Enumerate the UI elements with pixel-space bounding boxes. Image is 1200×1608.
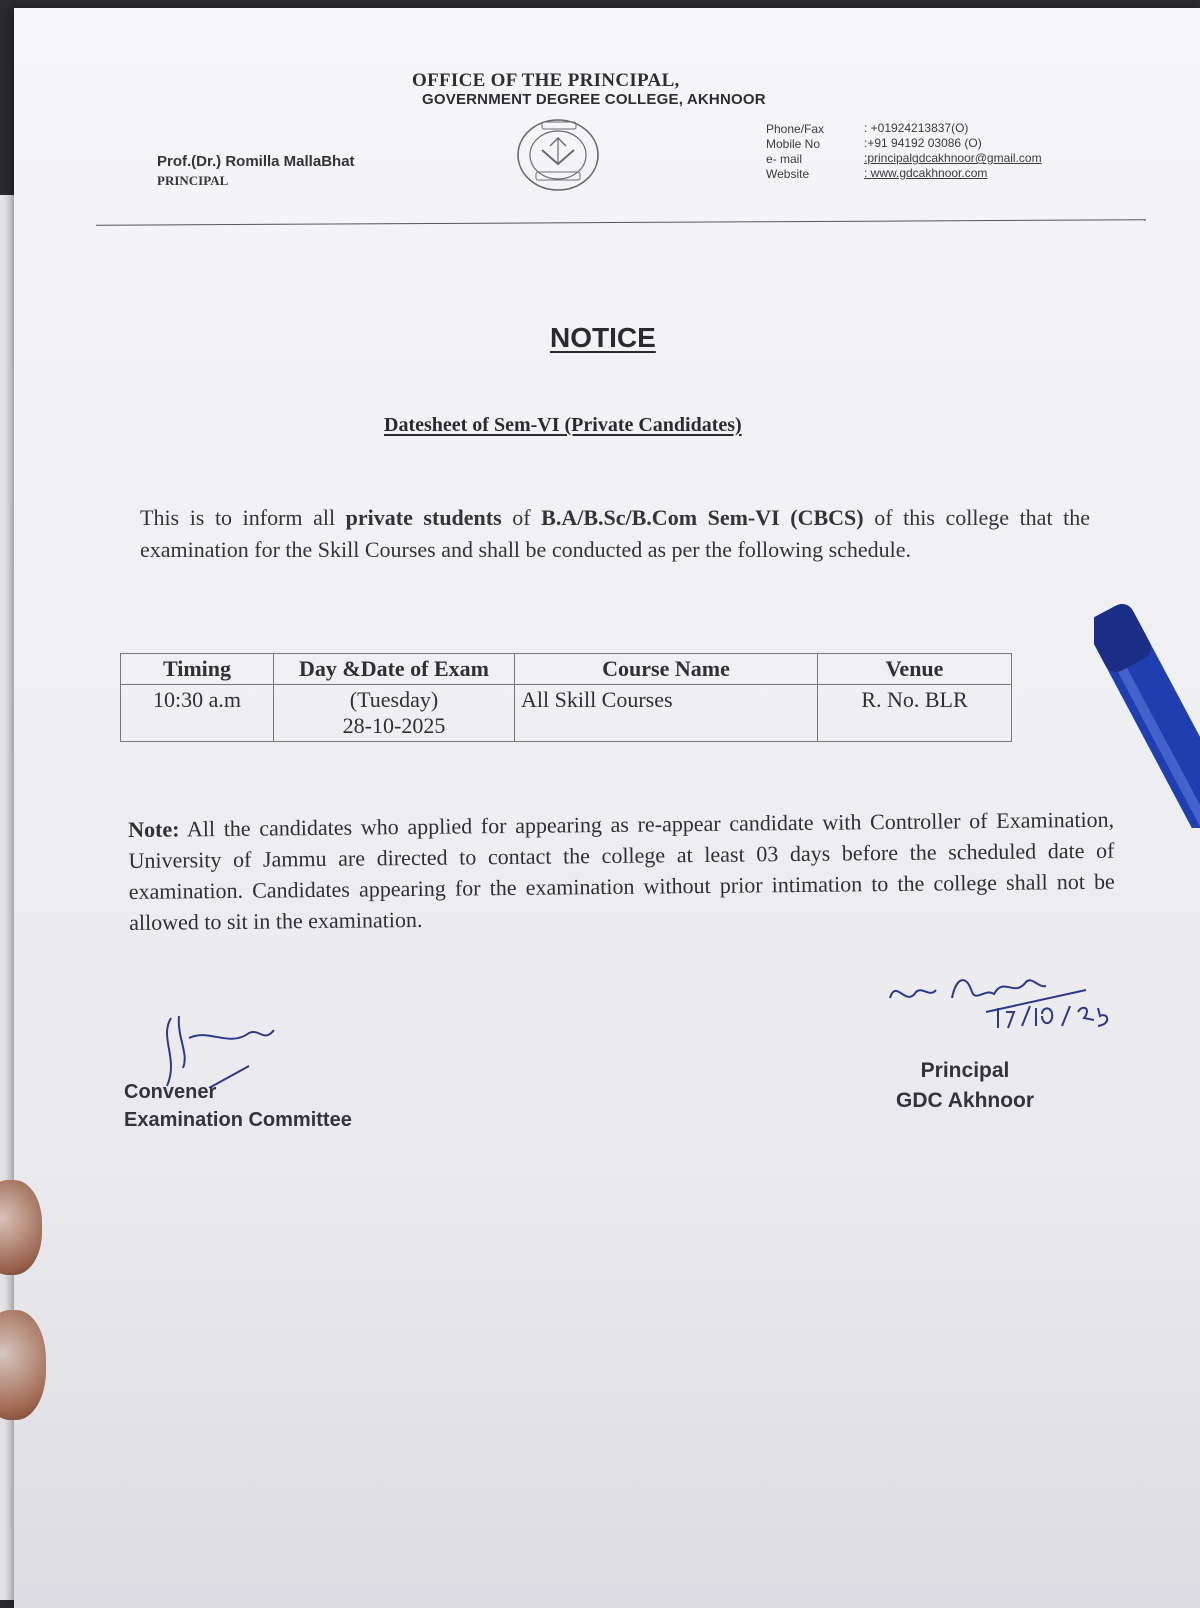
header-timing: Timing	[121, 654, 274, 685]
mobile-label: Mobile No	[766, 137, 821, 151]
principal-role: PRINCIPAL	[157, 173, 229, 188]
note-label: Note:	[128, 816, 180, 842]
office-title: OFFICE OF THE PRINCIPAL,	[412, 70, 680, 91]
notice-title: NOTICE	[550, 322, 656, 353]
website-label: Website	[766, 167, 810, 181]
convener-committee: Examination Committee	[124, 1109, 352, 1131]
cell-day-date	[274, 685, 515, 742]
convener-title: Convener	[124, 1081, 217, 1103]
phone-label: Phone/Fax	[766, 122, 825, 136]
cell-day: (Tuesday)	[349, 687, 439, 712]
header-course: Course Name	[515, 654, 818, 685]
college-seal-logo	[512, 116, 604, 194]
phone-value: : +01924213837(O)	[864, 121, 969, 135]
intro-bold-1: private students	[345, 505, 502, 530]
blue-pen	[1094, 598, 1200, 828]
note-text: All the candidates who applied for appearing as re-appear candidate with Controller of Examination, University of Jammu are directed to contact the college at least 03 days before the scheduled date of examination. Candidates appearing for the examination without prior intimation to the college shall not be allowed to sit in the examination.	[128, 806, 1115, 935]
convener-signature	[149, 1008, 319, 1088]
table-header-row	[121, 654, 1012, 685]
contact-values	[864, 121, 1042, 181]
intro-text-2: of	[501, 505, 542, 530]
header-day-date: Day &Date of Exam	[274, 654, 515, 685]
intro-bold-2: B.A/B.Sc/B.Com Sem-VI (CBCS)	[541, 505, 864, 530]
email-link[interactable]: :principalgdcakhnoor@gmail.com	[864, 151, 1042, 165]
contact-labels	[766, 122, 824, 182]
cell-date: 28-10-2025	[342, 713, 446, 738]
notice-document	[14, 8, 1200, 1608]
intro-text-3: of this college that the examination for the Skill Courses and shall be conducted as per the following schedule.	[140, 505, 1091, 562]
cell-venue: R. No. BLR	[818, 685, 1012, 742]
email-label: e- mail	[766, 152, 803, 166]
principal-title: Principal	[920, 1059, 1010, 1082]
svg-text:Sharma: Sharma	[197, 1040, 201, 1041]
principal-org: GDC Akhnoor	[896, 1089, 1035, 1112]
note-paragraph	[128, 804, 1115, 938]
intro-text-1: This is to inform all	[140, 505, 346, 530]
cell-timing: 10:30 a.m	[121, 685, 274, 742]
header-divider	[96, 219, 1146, 225]
intro-paragraph	[140, 502, 1090, 566]
principal-signature	[886, 968, 1126, 1048]
mobile-value: :+91 94192 03086 (O)	[864, 136, 982, 150]
principal-name: Prof.(Dr.) Romilla MallaBhat	[157, 153, 355, 170]
header-venue: Venue	[818, 654, 1012, 685]
cell-course: All Skill Courses	[515, 685, 818, 742]
table-row	[121, 685, 1012, 742]
website-link[interactable]: : www.gdcakhnoor.com	[864, 166, 988, 180]
datesheet-subtitle: Datesheet of Sem-VI (Private Candidates)	[384, 414, 742, 436]
college-name: GOVERNMENT DEGREE COLLEGE, AKHNOOR	[422, 91, 766, 108]
convener-block	[124, 1078, 352, 1134]
principal-block	[896, 1056, 1034, 1116]
schedule-table	[120, 653, 1012, 742]
